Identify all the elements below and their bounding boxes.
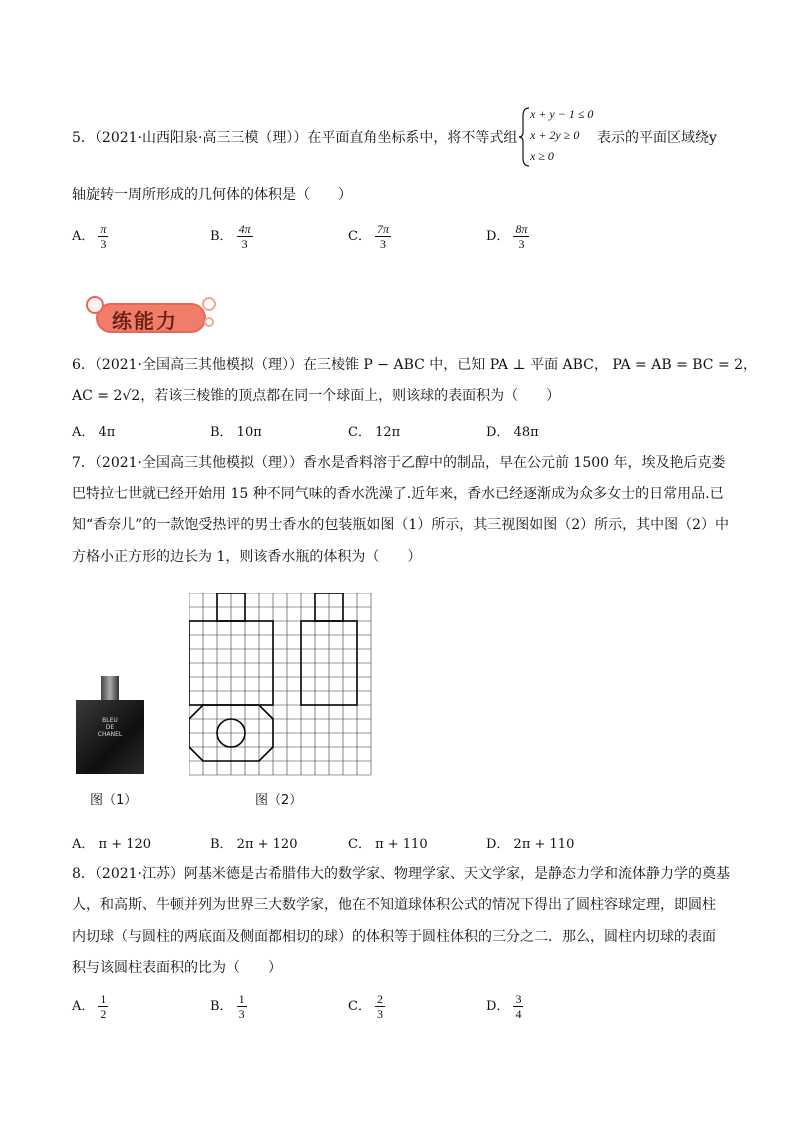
fraction: $\frac{1}{3}$ <box>238 992 245 1021</box>
fraction: $\frac{4\pi}{3}$ <box>238 222 251 251</box>
q7-stem-line2: 巴特拉七世就已经开始用 15 种不同气味的香水洗澡了.近年来，香水已经逐渐成为众多女士的日常用品.已 <box>72 486 724 502</box>
q5-stem-suffix: 表示的平面区域绕y <box>597 130 717 146</box>
q5-option-a[interactable]: A． $\frac{\pi}{3}$ <box>72 222 107 251</box>
fraction: $\frac{\pi}{3}$ <box>100 222 107 251</box>
q7-option-a[interactable]: A． π + 120 <box>72 837 152 852</box>
fraction: $\frac{7\pi}{3}$ <box>376 222 389 251</box>
section-badge <box>90 297 210 337</box>
bottle-cap <box>101 676 119 700</box>
q5-option-b[interactable]: B． $\frac{4\pi}{3}$ <box>210 222 251 251</box>
fraction: $\frac{8\pi}{3}$ <box>515 222 528 251</box>
q5-stem-prefix: 5．（2021·山西阳泉·高三三模（理））在平面直角坐标系中，将不等式组 <box>72 130 518 146</box>
q6-option-d[interactable]: D． 48π <box>486 425 539 440</box>
inequality-1: x + y − 1 ≤ 0 <box>530 107 594 121</box>
q7-option-c[interactable]: C． π + 110 <box>348 837 428 852</box>
q8-option-c[interactable]: C． $\frac{2}{3}$ <box>348 992 383 1021</box>
q8-option-d[interactable]: D． $\frac{3}{4}$ <box>486 992 522 1021</box>
q8-stem-line2: 人，和高斯、牛顿并列为世界三大数学家，他在不知道球体积公式的情况下得出了圆柱容球定理，即圆柱 <box>72 897 716 913</box>
q5-stem-line2: 轴旋转一周所形成的几何体的体积是（ ） <box>72 187 352 203</box>
q5-option-d[interactable]: D． $\frac{8\pi}{3}$ <box>486 222 528 251</box>
inequality-2: x + 2y ≥ 0 <box>530 128 580 142</box>
q8-stem-line3: 内切球（与圆柱的两底面及侧面都相切的球）的体积等于圆柱体积的三分之二．那么，圆柱内切球的表面 <box>72 929 716 945</box>
q7-option-d[interactable]: D． 2π + 110 <box>486 837 575 852</box>
perfume-bottle-figure <box>76 676 144 774</box>
q6-option-b[interactable]: B． 10π <box>210 425 262 440</box>
q6-option-a[interactable]: A． 4π <box>72 425 116 440</box>
three-view-grid-figure <box>189 593 375 781</box>
fraction: $\frac{3}{4}$ <box>515 992 522 1021</box>
q6-option-c[interactable]: C． 12π <box>348 425 401 440</box>
bottle-label: BLEU DE CHANEL <box>97 717 123 738</box>
q8-option-b[interactable]: B． $\frac{1}{3}$ <box>210 992 245 1021</box>
decor-bubble <box>204 317 214 327</box>
q8-stem-line1: 8．（2021·江苏）阿基米德是古希腊伟大的数学家、物理学家、天文学家，是静态力学和流体静力学的奠基 <box>72 866 730 882</box>
q5-option-c[interactable]: C． $\frac{7\pi}{3}$ <box>348 222 389 251</box>
q7-stem-line3: 知“香奈儿”的一款饱受热评的男士香水的包装瓶如图（1）所示，其三视图如图（2）所示，其中图（2）中 <box>72 517 730 533</box>
fraction: $\frac{2}{3}$ <box>376 992 383 1021</box>
q7-option-b[interactable]: B． 2π + 120 <box>210 837 298 852</box>
q6-stem-line1: 6．（2021·全国高三其他模拟（理））在三棱锥 P − ABC 中，已知 PA ⊥ 平面 ABC， PA = AB = BC = 2， <box>72 357 758 373</box>
clock-icon <box>86 296 104 314</box>
q7-stem-line4: 方格小正方形的边长为 1，则该香水瓶的体积为（ ） <box>72 549 422 565</box>
figure1-caption: 图（1） <box>90 793 138 808</box>
decor-bubble <box>202 297 216 311</box>
badge-title: 练能力 <box>112 309 178 333</box>
figure2-caption: 图（2） <box>255 793 303 808</box>
q8-option-a[interactable]: A． $\frac{1}{2}$ <box>72 992 107 1021</box>
inequality-system <box>530 104 593 167</box>
fraction: $\frac{1}{2}$ <box>100 992 107 1021</box>
q6-stem-line2: AC = 2√2，若该三棱锥的顶点都在同一个球面上，则该球的表面积为（ ） <box>72 388 561 404</box>
q8-stem-line4: 积与该圆柱表面积的比为（ ） <box>72 960 282 976</box>
inequality-3: x ≥ 0 <box>530 149 554 163</box>
q7-stem-line1: 7．（2021·全国高三其他模拟（理））香水是香料溶于乙醇中的制品，早在公元前 1500 年，埃及艳后克娄 <box>72 455 726 471</box>
